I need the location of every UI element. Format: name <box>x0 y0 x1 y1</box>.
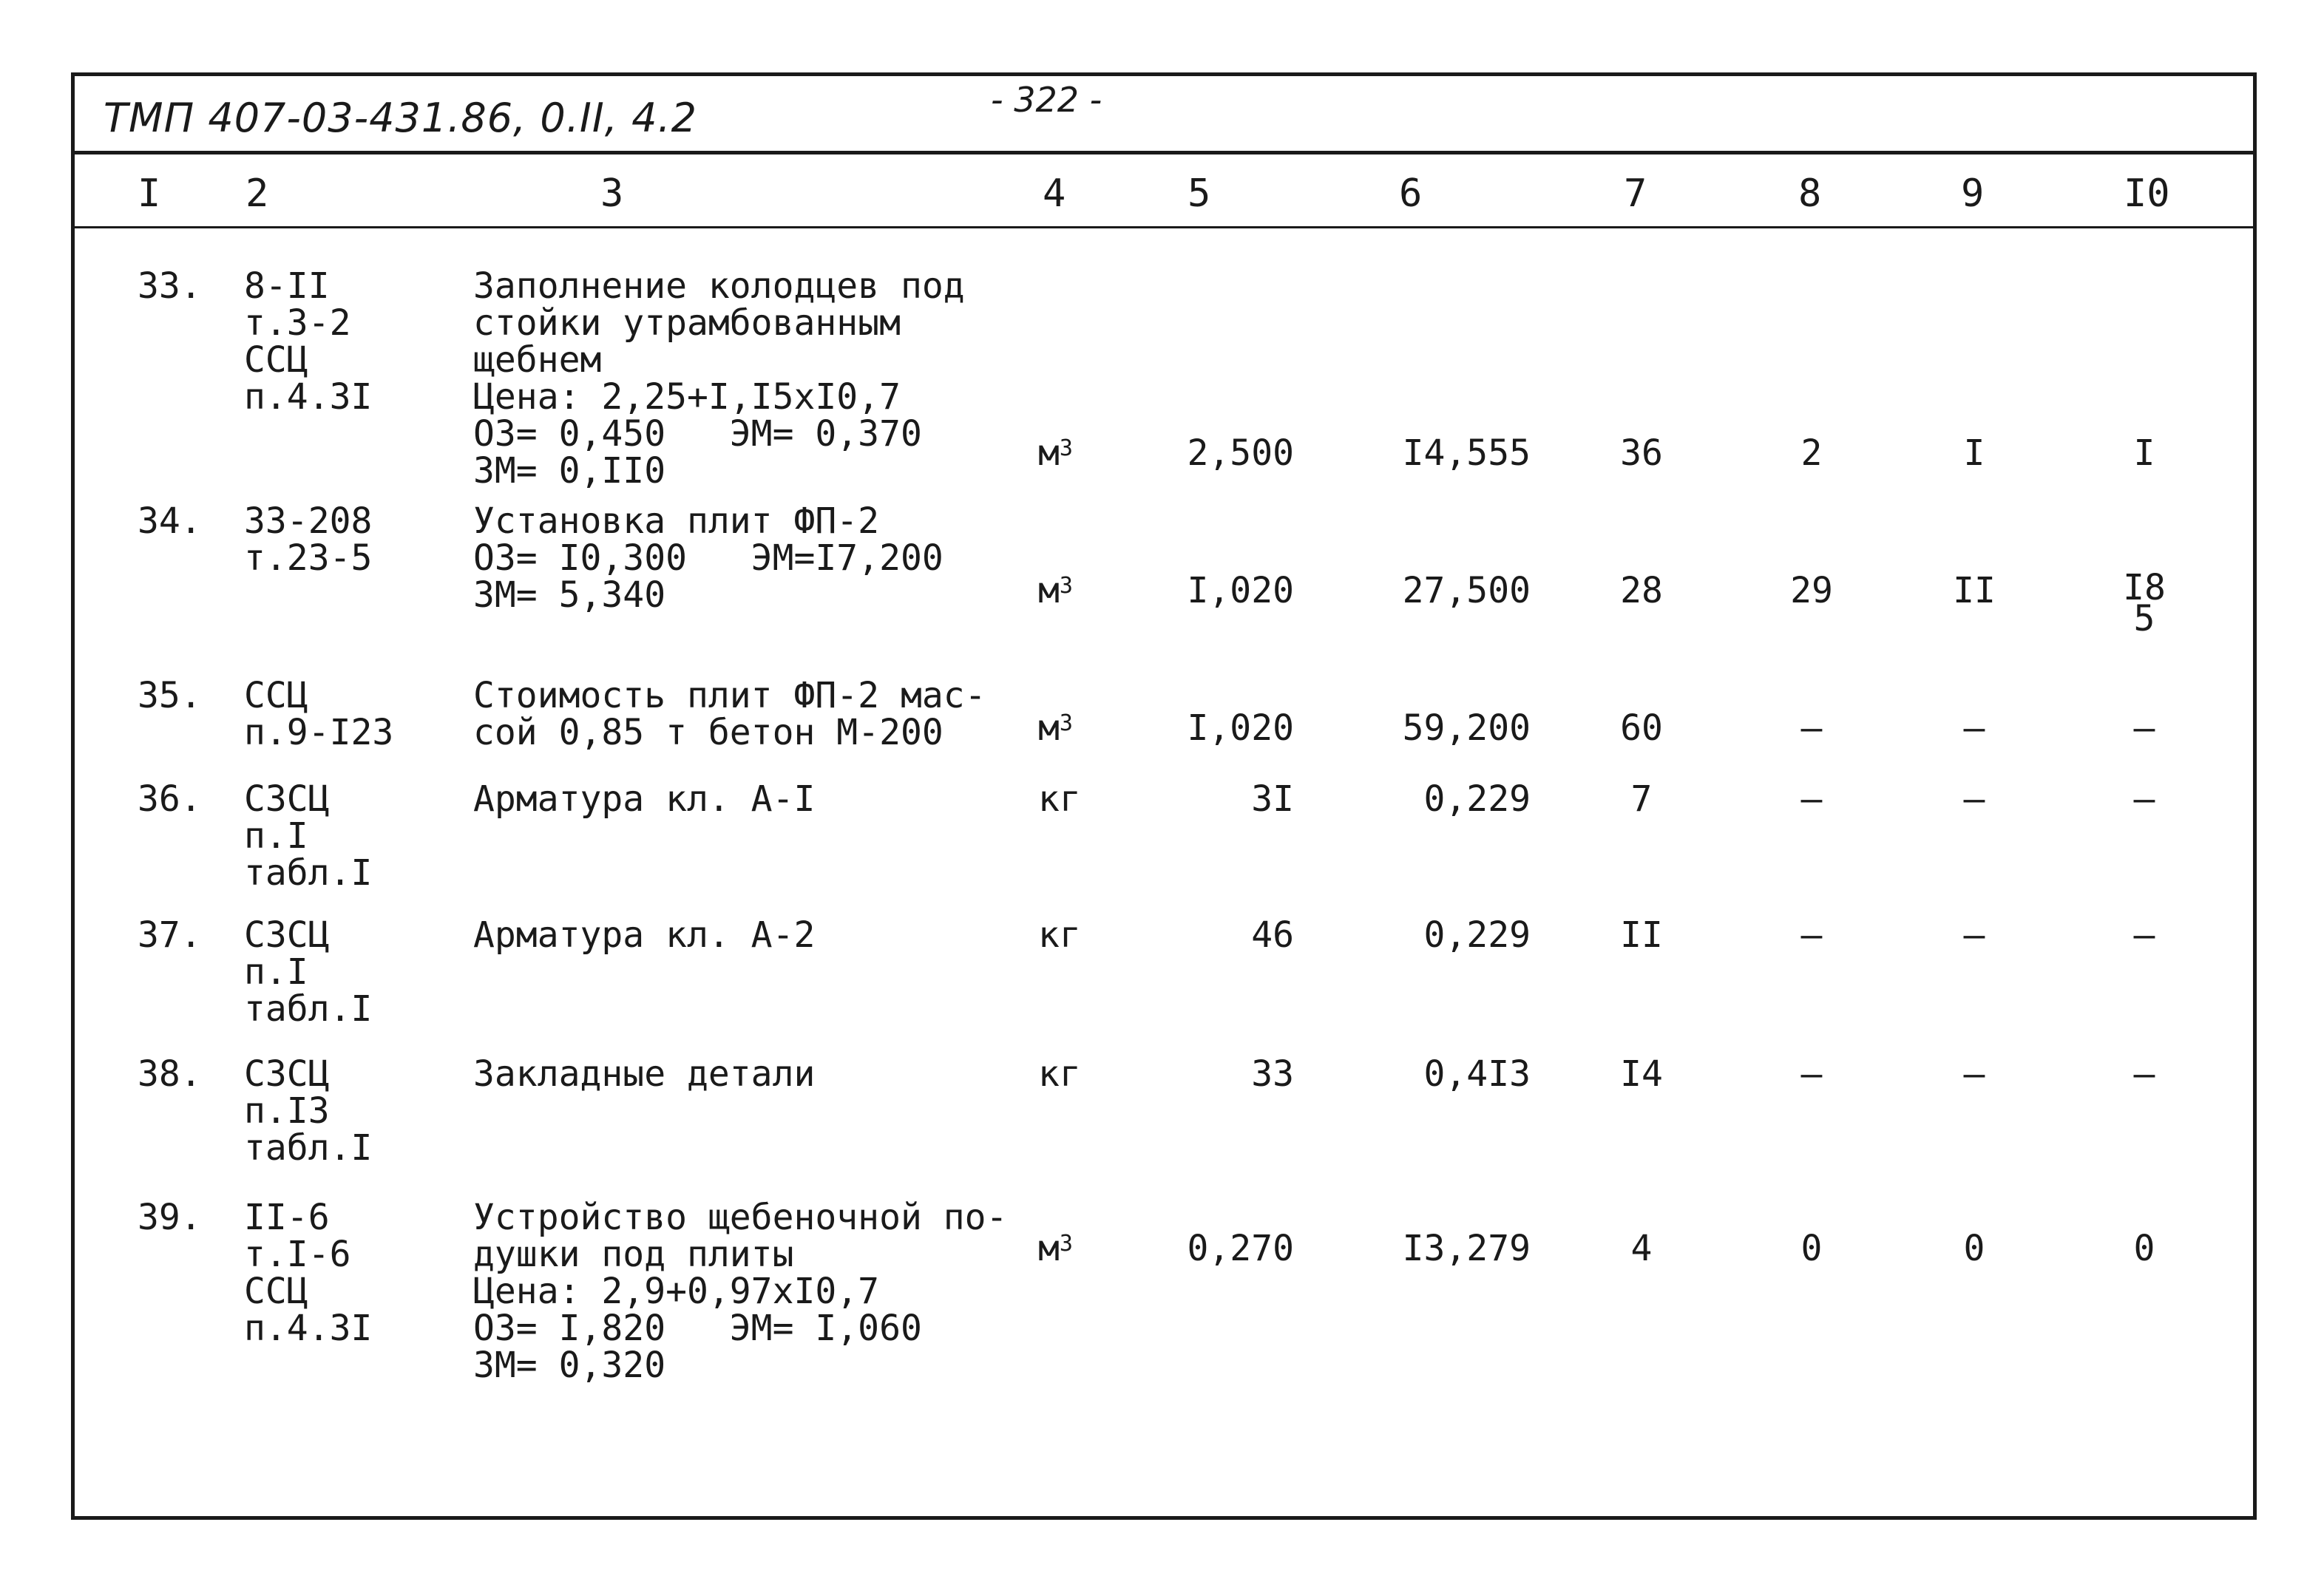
unit-price: 59,200 <box>1402 707 1531 749</box>
unit: $м^3$ <box>1038 707 1073 749</box>
column-7-value: I4 <box>1620 1053 1663 1095</box>
column-9-value: 0 <box>1963 1228 1985 1269</box>
column-8-value: 2 <box>1800 432 1823 474</box>
column-8-value: 29 <box>1790 570 1833 611</box>
rate-code: СЗСЦ п.I табл.I <box>244 914 373 1030</box>
header-divider <box>71 151 2257 154</box>
quantity: 2,500 <box>1187 432 1294 474</box>
unit: $м^3$ <box>1038 570 1073 611</box>
column-7-value: 28 <box>1620 570 1663 611</box>
unit-price: 0,229 <box>1423 914 1531 956</box>
column-8-value: – <box>1800 914 1823 956</box>
quantity: 46 <box>1251 914 1294 956</box>
work-description: Стоимость плит ФП-2 мас- сой 0,85 т бетон М-200 <box>473 675 986 753</box>
column-10-value: I8 5 <box>2123 567 2166 639</box>
column-7-value: 60 <box>1620 707 1663 749</box>
rate-code: ССЦ п.9-I23 <box>244 675 394 753</box>
unit: кг <box>1038 778 1081 820</box>
column-9-value: I <box>1963 432 1985 474</box>
unit-price: 0,229 <box>1423 778 1531 820</box>
page-number: - 322 - <box>991 80 1102 120</box>
row-number: 33. <box>138 265 202 307</box>
document-code: ТМП 407-03-431.86, 0.II, 4.2 <box>104 95 697 141</box>
row-number: 38. <box>138 1053 202 1095</box>
column-10-value: – <box>2133 1053 2155 1095</box>
column-7-value: 7 <box>1630 778 1653 820</box>
quantity: 3I <box>1251 778 1294 820</box>
work-description: Заполнение колодцев под стойки утрамбованным щебнем Цена: 2,25+I,I5xI0,7 ОЗ= 0,450 ЭМ= 0,370 ЗМ= 0,II0 <box>473 265 965 492</box>
unit-price: I4,555 <box>1402 432 1531 474</box>
column-10-value: – <box>2133 778 2155 820</box>
column-header-2: 2 <box>245 171 269 216</box>
column-header-9: 9 <box>1961 171 1985 216</box>
work-description: Арматура кл. А-2 <box>473 914 816 956</box>
column-header-8: 8 <box>1798 171 1822 216</box>
unit: $м^3$ <box>1038 432 1073 474</box>
column-8-value: – <box>1800 1053 1823 1095</box>
column-9-value: – <box>1963 914 1985 956</box>
unit-price: I3,279 <box>1402 1228 1531 1269</box>
unit-price: 0,4I3 <box>1423 1053 1531 1095</box>
column-8-value: 0 <box>1800 1228 1823 1269</box>
column-header-6: 6 <box>1399 171 1423 216</box>
unit: кг <box>1038 914 1081 956</box>
row-number: 36. <box>138 778 202 820</box>
rate-code: 33-208 т.23-5 <box>244 500 373 579</box>
column-header-7: 7 <box>1624 171 1647 216</box>
column-9-value: – <box>1963 778 1985 820</box>
quantity: 0,270 <box>1187 1228 1294 1269</box>
quantity: 33 <box>1251 1053 1294 1095</box>
rate-code: СЗСЦ п.I табл.I <box>244 778 373 894</box>
work-description: Устройство щебеночной по- душки под плиты Цена: 2,9+0,97xI0,7 ОЗ= I,820 ЭМ= I,060 ЗМ= 0,320 <box>473 1197 1008 1386</box>
quantity: I,020 <box>1187 570 1294 611</box>
column-header-divider <box>71 226 2257 228</box>
work-description: Закладные детали <box>473 1053 816 1095</box>
column-9-value: – <box>1963 707 1985 749</box>
work-description: Арматура кл. А-I <box>473 778 816 820</box>
column-8-value: – <box>1800 778 1823 820</box>
column-9-value: – <box>1963 1053 1985 1095</box>
rate-code: II-6 т.I-6 ССЦ п.4.3I <box>244 1197 373 1349</box>
column-header-5: 5 <box>1188 171 1211 216</box>
row-number: 34. <box>138 500 202 542</box>
unit: $м^3$ <box>1038 1228 1073 1269</box>
column-7-value: 4 <box>1630 1228 1653 1269</box>
column-9-value: II <box>1953 570 1996 611</box>
column-8-value: – <box>1800 707 1823 749</box>
rate-code: СЗСЦ п.I3 табл.I <box>244 1053 373 1169</box>
column-7-value: 36 <box>1620 432 1663 474</box>
column-header-1: I <box>138 171 161 216</box>
quantity: I,020 <box>1187 707 1294 749</box>
column-header-10: I0 <box>2124 171 2170 216</box>
column-10-value: – <box>2133 707 2155 749</box>
rate-code: 8-II т.3-2 ССЦ п.4.3I <box>244 265 373 418</box>
row-number: 39. <box>138 1197 202 1238</box>
work-description: Установка плит ФП-2 ОЗ= I0,300 ЭМ=I7,200 ЗМ= 5,340 <box>473 500 944 616</box>
column-10-value: – <box>2133 914 2155 956</box>
column-header-3: 3 <box>600 171 624 216</box>
unit-price: 27,500 <box>1402 570 1531 611</box>
column-10-value: 0 <box>2133 1228 2155 1269</box>
column-7-value: II <box>1620 914 1663 956</box>
column-10-value: I <box>2133 432 2155 474</box>
row-number: 37. <box>138 914 202 956</box>
row-number: 35. <box>138 675 202 716</box>
unit: кг <box>1038 1053 1081 1095</box>
column-header-4: 4 <box>1043 171 1066 216</box>
